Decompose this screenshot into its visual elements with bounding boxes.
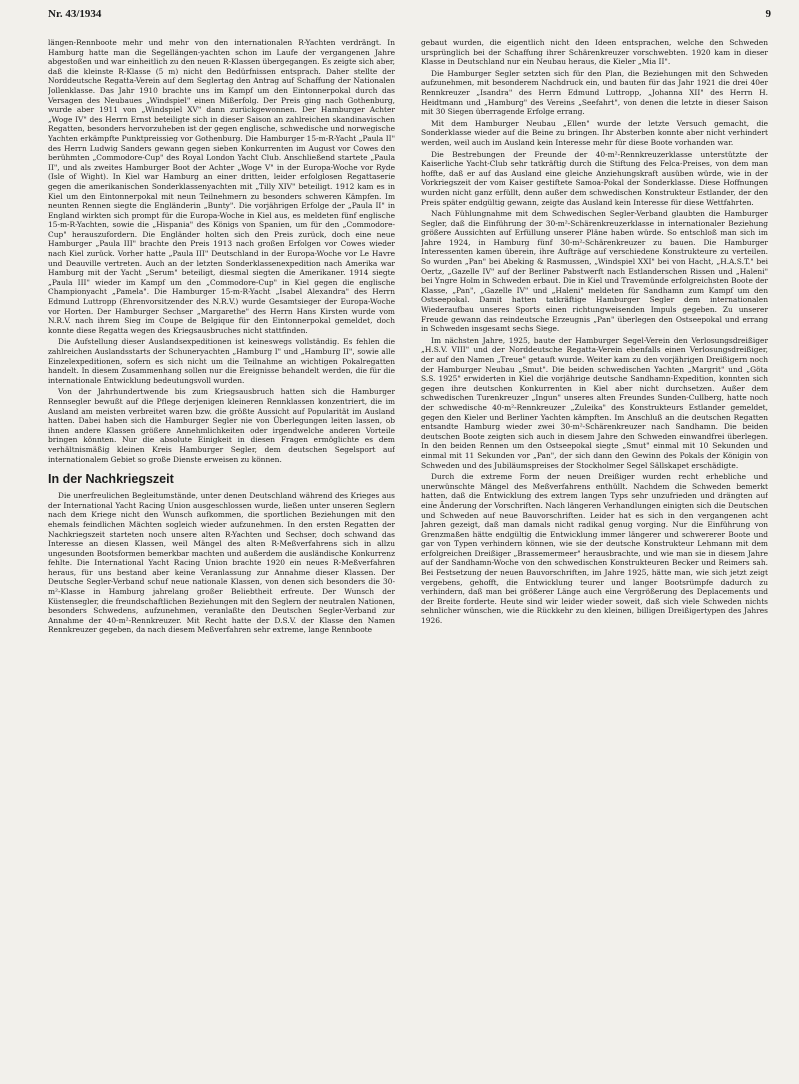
left-column <box>48 38 395 1060</box>
page-header <box>48 8 771 28</box>
paragraph: Von der Jahrhundertwende bis zum Kriegsausbruch hatten sich die Hamburger Rennsegler bewußt auf die Pflege derjenigen kleineren Rennklassen konzentriert, die im Ausland am meisten verbreitet waren bzw. die größte Aussicht auf Popularität im Ausland hatten. Dabei haben sich die Hamburger Segler nie von Überlegungen leiten lassen, ob ihnen andere Klassen größere Annehmlichkeiten oder irgendwelche anderen Vorteile bringen könnten. Nur die absolute Einigkeit in diesen Fragen ermöglichte es dem verhältnismäßig kleinen Kreis Hamburger Segler, dem deutschen Segelsport auf internationalem Gebiet so große Dienste erweisen zu können. <box>48 387 395 464</box>
paragraph: Nach Fühlungnahme mit dem Schwedischen Segler-Verband glaubten die Hamburger Segler, daß die Einführung der 30-m²-Schärenkreuzerklasse in internationaler Beziehung größere Aussichten auf Erfüllung unserer Pläne haben würde. So entschloß man sich im Jahre 1924, in Hamburg fünf 30-m²-Schärenkreuzer zu bauen. Die Hamburger Interessenten kamen überein, ihre Aufträge auf verschiedene Konstrukteure zu verteilen. So wurden „Pan" bei Abeking & Rasmussen, „Windspiel XXI" bei von Hacht, „H.A.S.T." bei Oertz, „Gazelle IV" auf der Berliner Pabstwerft nach Estlanderschen Rissen und „Haleni" bei Yngre Holm in Schweden erbaut. Die in Kiel und Travemünde erfolgreichsten Boote der Klasse, „Pan", „Gazelle IV" und „Haleni" meldeten für Sandhamn zum Kampf um den Ostseepokal. Damit hatten tatkräftige Hamburger Segler dem internationalen Wiederaufbau unseres Sports einen richtungweisenden Impuls gegeben. Zu unserer Freude gewann das reindeutsche Erzeugnis „Pan" überlegen den Ostseepokal und errang in Schweden insgesamt sechs Siege. <box>421 209 768 334</box>
paragraph: Die Aufstellung dieser Auslandsexpeditionen ist keineswegs vollständig. Es fehlen die zahlreichen Auslandsstarts der Schuneryachten „Hamburg I" und „Hamburg II", sowie alle Einzelexpeditionen, sofern es sich nicht um die Teilnahme an wichtigen Pokalregatten handelt. In diesem Zusammenhang sollen nur die Ereignisse behandelt werden, die für die internationale Entwicklung bedeutungsvoll wurden. <box>48 337 395 385</box>
paragraph: Die Bestrebungen der Freunde der 40-m²-Rennkreuzerklasse unterstützte der Kaiserliche Yacht-Club sehr tatkräftig durch die Stiftung des Felca-Preises, von dem man hoffte, daß er auf das Ausland eine gleiche Anziehungskraft ausüben würde, wie in der Vorkriegszeit der vom Kaiser gestiftete Samoa-Pokal der Sonderklasse. Diese Hoffnungen wurden nicht ganz erfüllt, denn außer dem schwedischen Konstrukteur Estlander, der den Preis später endgültig gewann, zeigte das Ausland kein Interesse für diese Wettfahrten. <box>421 149 768 207</box>
paragraph: gebaut wurden, die eigentlich nicht den Ideen entsprachen, welche den Schweden ursprünglich bei der Schaffung ihrer Schärenkreuzer vorschwebten. 1920 kam in dieser Klasse in Deutschland nur ein Neubau heraus, die Kieler „Mia II". <box>421 38 768 67</box>
section-heading: In der Nachkriegszeit <box>48 472 174 487</box>
paragraph: Die unerfreulichen Begleitumstände, unter denen Deutschland während des Krieges aus der International Yacht Racing Union ausgeschlossen wurde, ließen unter unseren Seglern nach dem Kriege nicht den Wunsch aufkommen, die sportlichen Beziehungen mit den ehemals feindlichen Mächten sogleich wieder aufzunehmen. In den ersten Regatten der Nachkriegszeit starteten noch unsere alten R-Yachten und Sechser, doch schwand das Interesse an diesen Klassen, weil Mängel des alten R-Meßverfahrens sich in allzu ungesunden Bootsformen bemerkbar machten und außerdem die ausländische Konkurrenz fehlte. Die International Yacht Racing Union brachte 1920 ein neues R-Meßverfahren heraus, für uns bestand aber keine Veranlassung zur Annahme dieser Klassen. Der Deutsche Segler-Verband schuf neue nationale Klassen, von denen sich besonders die 30-m²-Klasse in Hamburg jahrelang großer Beliebtheit erfreute. Der Wunsch der Küstensegler, die freundschaftlichen Beziehungen mit den Seglern der neutralen Nationen, besonders Schwedens, aufzunehmen, veranlaßte den Deutschen Segler-Verband zur Annahme der 40-m²-Rennkreuzer. Mit Recht hatte der D.S.V. der Klasse den Namen Rennkreuzer gegeben, da nach diesem Meßverfahren sehr extreme, lange Rennboote <box>48 491 395 635</box>
right-column <box>421 38 768 1060</box>
page-number: 9 <box>765 8 771 20</box>
paragraph: längen-Rennboote mehr und mehr von den internationalen R-Yachten verdrängt. In Hamburg hatte man die Segellängen-yachten schon im Laufe der vergangenen Jahre abgestoßen und war einheitlich zu den neuen R-Klassen übergegangen. Es zeigte sich aber, daß die kleinste R-Klasse (5 m) nicht den Bedürfnissen entsprach. Daher stellte der Norddeutsche Regatta-Verein auf dem Seglertag den Antrag auf Schaffung der Nationalen Jollenklasse. Das Jahr 1910 brachte uns im Kampf um den Eintonnerpokal durch das Versagen des Neubaues „Windspiel" einen Mißerfolg. Der Preis ging nach Gothenburg, wurde aber 1911 von „Windspiel XV" dann zurückgewonnen. Der Hamburger Achter „Woge IV" des Herrn Ernst beteiligte sich in dieser Saison an zahlreichen skandinavischen Regatten, besonders hervorzuheben ist der gegen englische, schwedische und norwegische Yachten erkämpfte Punktpreissieg vor Gothenburg. Die Hamburger 15-m-R-Yacht „Paula II" des Herrn Ludwig Sanders gewann gegen sieben Konkurrenten im August vor Cowes den berühmten „Commodore-Cup" des Royal London Yacht Club. Anschließend startete „Paula II", und als zweites Hamburger Boot der Achter „Woge V" in der Europa-Woche vor Ryde (Isle of Wight). In Kiel war Hamburg an einer dritten, leider erfolglosen Regattaserie gegen die amerikanischen Sonderklassenyachten mit „Tilly XIV" beteiligt. 1912 kam es in Kiel um den Eintonnerpokal mit neun Teilnehmern zu besonders schweren Kämpfen. Im neunten Rennen siegte die Engländerin „Bunty". Die vorjährigen Erfolge der „Paula II" in England wirkten sich prompt für die Europa-Woche in Kiel aus, es meldeten fünf englische 15-m-R-Yachten, sowie die „Hispania" des Königs von Spanien, um für den „Commodore-Cup" herauszufordern. Die Engländer holten sich den Preis zurück, doch eine neue Hamburger „Paula III" brachte den Preis 1913 nach großen Erfolgen vor Cowes wieder nach Kiel zurück. Vorher hatte „Paula III" Deutschland in der Europa-Woche vor Le Havre und Deauville vertreten. Auch an der letzten Sonderklassenexpedition nach Amerika war Hamburg mit der Yacht „Serum" beteiligt, diesmal siegten die Amerikaner. 1914 siegte „Paula III" wieder im Kampf um den „Commodore-Cup" in Kiel gegen die englische Championyacht „Pamela". Die Hamburger 15-m-R-Yacht „Isabel Alexandra" des Herrn Edmund Luttropp (Ehrenvorsitzender des N.R.V.) wurde Gesamtsieger der Europa-Woche vor Horten. Der Hamburger Sechser „Margarethe" des Herrn Hans Kirsten wurde vom N.R.V. nach ihrem Sieg im Coupe de Belgique für den Eintonnerpokal gemeldet, doch konnte diese Regatta wegen des Kriegsausbruches nicht stattfinden. <box>48 38 395 335</box>
issue-number: Nr. 43/1934 <box>48 8 102 20</box>
paragraph: Die Hamburger Segler setzten sich für den Plan, die Beziehungen mit den Schweden aufzunehmen, mit besonderem Nachdruck ein, und bauten für das Jahr 1921 die drei 40er Rennkreuzer „Isandra" des Herrn Edmund Luttropp, „Johanna XII" des Herrn H. Heidtmann und „Hamburg" des Vereins „Seefahrt", von denen die letzte in dieser Saison mit 30 Siegen überragende Erfolge errang. <box>421 68 768 117</box>
paragraph: Im nächsten Jahre, 1925, baute der Hamburger Segel-Verein den Verlosungsdreißiger „H.S.V. VIII" und der Norddeutsche Regatta-Verein ebenfalls einen Verlosungsdreißiger, der auf den Namen „Treue" getauft wurde. Weiter kam zu den vorjährigen Dreißigern noch der Hamburger Neubau „Smut". Die beiden schwedischen Yachten „Margrit" und „Göta S.S. 1925" erwiderten in Kiel die vorjährige deutsche Sandhamn-Expedition, konnten sich gegen ihre deutschen Konkurrenten in Kiel aber nicht durchsetzen. Außer dem schwedischen Turenkreuzer „Ingun" unseres alten Freundes Sunden-Cullberg, hatte noch der schwedische 40-m²-Rennkreuzer „Zuleika" des Konstrukteurs Estlander gemeldet, gegen den Kieler und Berliner Yachten kämpften. Im Anschluß an die deutschen Regatten entsandte Hamburg wieder zwei 30-m²-Schärenkreuzer nach Sandhamn. Die beiden deutschen Boote zeigten sich auch in diesem Jahre den Schweden einwandfrei überlegen. In den beiden Rennen um den Ostseepokal siegte „Smut" einmal mit 10 Sekunden und einmal mit 11 Sekunden vor „Pan", der sich dann den Gewinn des Pokals der Königin von Schweden und des Jubiläumspreises der Stockholmer Segel Sällskapet erschädigte. <box>421 335 768 470</box>
paragraph: Mit dem Hamburger Neubau „Ellen" wurde der letzte Versuch gemacht, die Sonderklasse wieder auf die Beine zu bringen. Ihr Absterben konnte aber nicht verhindert werden, weil auch im Ausland kein Interesse mehr für diese Boote vorhanden war. <box>421 118 768 147</box>
paragraph: Durch die extreme Form der neuen Dreißiger wurden recht erhebliche und unerwünschte Mängel des Meßverfahrens enthüllt. Nachdem die Schweden bemerkt hatten, daß die Entwicklung des extrem langen Typs sehr unzufrieden und drängten auf eine Änderung der Vorschriften. Nach längeren Verhandlungen einigten sich die Deutschen und Schweden auf neue Bauvorschriften. Leider hat es sich in den vergangenen acht Jahren gezeigt, daß man damals nicht radikal genug vorging. Nur die Einführung von Grenzmaßen hätte endgültig die Entwicklung immer längerer und schwererer Boote und gar von Typen verhindern können, wie sie der deutsche Konstrukteur Lehmann mit dem erfolgreichen Dreißiger „Brassemermeer" herausbrachte, und wie man sie in diesem Jahre auf der Sandhamn-Woche von den schwedischen Konstrukteuren Becker und Reimers sah. Bei Festsetzung der neuen Bauvorschriften, im Jahre 1925, hätte man, wie sich jetzt zeigt vergebens, gehofft, die Entwicklung teurer und langer Bootsrümpfe dadurch zu verhindern, daß man bei größerer Länge auch eine Vergrößerung des Deplacements und der Breite forderte. Heute sind wir leider wieder soweit, daß sich viele Schweden nichts sehnlicher wünschen, wie die Rückkehr zu den kleinen, billigen Dreißigertypen des Jahres 1926. <box>421 472 768 626</box>
